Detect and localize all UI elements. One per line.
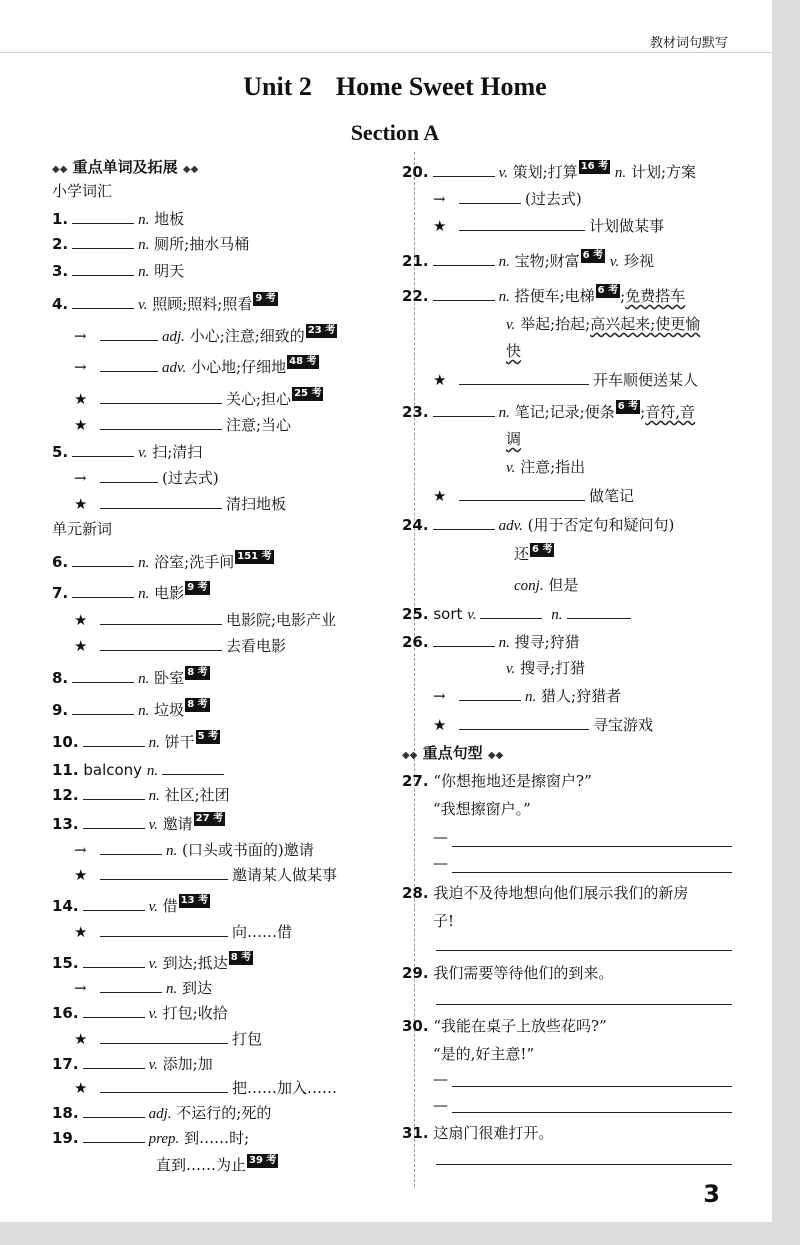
answer-blank[interactable] [72, 259, 134, 276]
exam-count-badge: 39 考 [249, 1155, 277, 1166]
exam-count-badge: 13 考 [180, 895, 209, 906]
answer-blank[interactable] [72, 232, 134, 249]
phrase-row: ★ 把……加入…… [74, 1076, 337, 1099]
vocab-item-2: 2. n. 厕所;抽水马桶 [52, 232, 249, 256]
answer-blank[interactable] [83, 812, 145, 829]
answer-blank[interactable] [83, 894, 145, 911]
derivative-row: → adj. 小心;注意;细致的 23 考 [74, 325, 336, 345]
diamond-icon: ◆◆ [487, 750, 504, 761]
exam-count-badge: 8 考 [230, 952, 252, 963]
exam-count-badge: 8 考 [187, 699, 208, 710]
vocab-item-14: 14. v. 借 13 考 [52, 895, 209, 915]
sentence-31: 31. 这扇门很难打开。 [402, 1124, 554, 1142]
vocab-item-19: 19. prep. 到……时; [52, 1126, 249, 1150]
vocab-item-24: 24. adv. (用于否定句和疑问句) [402, 513, 674, 537]
arrow-icon: → [74, 469, 87, 487]
arrow-icon: → [433, 190, 446, 208]
star-icon: ★ [74, 611, 88, 629]
dash-mark: — [433, 828, 448, 846]
vocab-item-9: 9. n. 垃圾 8 考 [52, 699, 208, 719]
sentence-27: 27. “你想拖地还是擦窗户?” [402, 772, 592, 790]
answer-blank[interactable] [100, 1076, 228, 1093]
phrase-row: ★ 去看电影 [74, 634, 286, 657]
exam-count-badge: 6 考 [597, 285, 619, 296]
answer-blank[interactable] [100, 387, 222, 404]
vocab-item-22-verb: v. 举起;抬起;高兴起来;使更愉 [506, 315, 701, 333]
answer-blank[interactable] [100, 863, 228, 880]
sentence-30-line2: “是的,好主意!” [433, 1045, 535, 1063]
vocab-item-22-cont: 快 [506, 342, 522, 360]
exam-count-badge: 16 考 [580, 161, 609, 172]
answer-blank[interactable] [100, 324, 158, 341]
vocab-heading: ◆◆ 重点单词及拓展 ◆◆ [52, 158, 199, 176]
answer-blank[interactable] [72, 581, 134, 598]
answer-line[interactable] [436, 950, 732, 951]
sentence-30: 30. “我能在桌子上放些花吗?” [402, 1017, 607, 1035]
answer-blank[interactable] [433, 249, 495, 266]
phrase-row: ★ 清扫地板 [74, 492, 286, 515]
derivative-row: → adv. 小心地;仔细地 48 考 [74, 356, 317, 376]
diamond-icon: ◆◆ [182, 164, 199, 175]
exam-count-badge: 9 考 [255, 293, 276, 304]
unit-number: Unit 2 [243, 72, 312, 101]
star-icon: ★ [74, 1079, 88, 1097]
answer-line[interactable] [452, 1086, 732, 1087]
answer-blank[interactable] [72, 666, 134, 683]
answer-line[interactable] [452, 846, 732, 847]
derivative-row: → n. 到达 [74, 976, 212, 1000]
vocab-item-21: 21. n. 宝物;财富 6 考 v. 珍视 [402, 250, 654, 270]
dash-mark: — [433, 1070, 448, 1088]
answer-line[interactable] [436, 1004, 732, 1005]
star-icon: ★ [74, 390, 88, 408]
star-icon: ★ [433, 487, 447, 505]
vocab-item-6: 6. n. 浴室;洗手间 151 考 [52, 551, 272, 571]
vocab-item-13: 13. v. 邀请 27 考 [52, 813, 224, 833]
star-icon: ★ [74, 637, 88, 655]
exam-count-badge: 25 考 [294, 388, 322, 399]
answer-blank[interactable] [100, 492, 222, 509]
answer-blank[interactable] [162, 758, 224, 775]
answer-blank[interactable] [72, 698, 134, 715]
answer-blank[interactable] [480, 602, 542, 619]
answer-blank[interactable] [83, 1101, 145, 1118]
vocab-item-23-cont: 调 [506, 430, 522, 448]
vocab-item-15: 15. v. 到达;抵达 8 考 [52, 952, 252, 972]
sentence-28: 28. 我迫不及待地想向他们展示我们的新房 [402, 884, 689, 902]
exam-count-badge: 9 考 [187, 582, 208, 593]
answer-blank[interactable] [459, 484, 585, 501]
vocab-item-4: 4. v. 照顾;照料;照看 9 考 [52, 293, 276, 313]
section-title: Section A [350, 120, 440, 145]
phrase-row: ★ 关心;担心 25 考 [74, 388, 322, 408]
star-icon: ★ [74, 923, 88, 941]
derivative-row: → (过去式) [74, 466, 219, 489]
answer-blank[interactable] [567, 602, 631, 619]
vocab-item-5: 5. v. 扫;清扫 [52, 440, 202, 464]
exam-count-badge: 27 考 [195, 813, 224, 824]
exam-count-badge: 6 考 [582, 250, 604, 261]
answer-blank[interactable] [83, 951, 145, 968]
answer-line[interactable] [452, 872, 732, 873]
dash-mark: — [433, 854, 448, 872]
vocab-item-23: 23. n. 笔记;记录;便条 6 考 ;音符,音 [402, 401, 696, 421]
unit-name: Home Sweet Home [335, 72, 547, 101]
exam-count-badge: 48 考 [289, 356, 317, 367]
phrase-row: ★ 打包 [74, 1027, 262, 1050]
exam-count-badge: 8 考 [187, 667, 208, 678]
exam-count-badge: 23 考 [307, 325, 336, 336]
answer-blank[interactable] [83, 1001, 145, 1018]
star-icon: ★ [74, 495, 88, 513]
arrow-icon: → [74, 841, 87, 859]
answer-line[interactable] [436, 1164, 732, 1165]
vocab-item-26-verb: v. 搜寻;打猎 [506, 659, 586, 677]
diamond-icon: ◆◆ [402, 750, 418, 761]
star-icon: ★ [433, 371, 447, 389]
vocab-item-19-cont: 直到……为止 39 考 [156, 1155, 277, 1174]
answer-blank[interactable] [72, 440, 134, 457]
sentence-27-line2: “我想擦窗户。” [433, 800, 531, 818]
vocab-item-26: 26. n. 搜寻;狩猎 [402, 630, 580, 654]
sentence-heading: ◆◆ 重点句型 ◆◆ [402, 744, 504, 762]
vocab-item-24-conj: conj. 但是 [514, 576, 579, 594]
vocab-item-20: 20. v. 策划;打算 16 考 n. 计划;方案 [402, 161, 696, 181]
star-icon: ★ [74, 1030, 88, 1048]
arrow-icon: → [433, 687, 446, 705]
diamond-icon: ◆◆ [52, 164, 68, 175]
arrow-icon: → [74, 358, 87, 376]
phrase-row: ★ 计划做某事 [433, 214, 664, 237]
vocab-item-24-cont: 还 6 考 [514, 544, 553, 563]
phrase-row: ★ 电影院;电影产业 [74, 608, 336, 631]
answer-blank[interactable] [459, 187, 521, 204]
star-icon: ★ [74, 416, 88, 434]
header-label: 教材词句默写 [649, 36, 728, 51]
vocab-item-12: 12. n. 社区;社团 [52, 783, 230, 807]
derivative-row: → n. 猎人;狩猎者 [433, 684, 621, 708]
answer-blank[interactable] [459, 713, 589, 730]
exam-count-badge: 6 考 [532, 544, 553, 555]
vocab-item-3: 3. n. 明天 [52, 259, 184, 283]
exam-count-badge: 151 考 [237, 551, 272, 562]
answer-blank[interactable] [100, 413, 222, 430]
dash-mark: — [433, 1096, 448, 1114]
answer-blank[interactable] [83, 730, 145, 747]
vocab-item-8: 8. n. 卧室 8 考 [52, 667, 208, 687]
phrase-row: ★ 开车顺便送某人 [433, 368, 698, 391]
sentence-29: 29. 我们需要等待他们的到来。 [402, 964, 614, 982]
exam-count-badge: 5 考 [197, 731, 219, 742]
subheading-primary: 小学词汇 [52, 182, 113, 200]
star-icon: ★ [433, 217, 447, 235]
answer-blank[interactable] [433, 630, 495, 647]
answer-blank[interactable] [83, 1052, 145, 1069]
phrase-row: ★ 邀请某人做某事 [74, 863, 337, 886]
answer-blank[interactable] [100, 466, 158, 483]
vocab-item-22: 22. n. 搭便车;电梯 6 考 ;免费搭车 [402, 285, 686, 305]
answer-blank[interactable] [83, 1126, 145, 1143]
vocab-item-25: 25. sort v. n. [402, 602, 635, 626]
answer-blank[interactable] [459, 214, 585, 231]
phrase-row: ★ 向……借 [74, 920, 292, 943]
header-divider [0, 52, 772, 53]
arrow-icon: → [74, 327, 87, 345]
phrase-row: ★ 做笔记 [433, 484, 634, 507]
exam-count-badge: 6 考 [617, 401, 639, 412]
vocab-item-16: 16. v. 打包;收拾 [52, 1001, 228, 1025]
arrow-icon: → [74, 979, 87, 997]
answer-blank[interactable] [72, 292, 134, 309]
answer-blank[interactable] [433, 284, 495, 301]
answer-blank[interactable] [459, 368, 589, 385]
answer-blank[interactable] [100, 920, 228, 937]
subheading-new-words: 单元新词 [52, 520, 113, 538]
vocab-item-1: 1. n. 地板 [52, 207, 184, 231]
answer-line[interactable] [452, 1112, 732, 1113]
phrase-row: ★ 寻宝游戏 [433, 713, 653, 736]
derivative-row: → (过去式) [433, 187, 582, 210]
answer-blank[interactable] [100, 838, 162, 855]
derivative-row: → n. (口头或书面的)邀请 [74, 838, 314, 862]
vocab-item-11: 11. balcony n. [52, 758, 228, 782]
answer-blank[interactable] [459, 684, 521, 701]
answer-blank[interactable] [100, 1027, 228, 1044]
answer-blank[interactable] [100, 976, 162, 993]
vocab-item-17: 17. v. 添加;加 [52, 1052, 213, 1076]
answer-blank[interactable] [433, 400, 495, 417]
answer-blank[interactable] [433, 513, 495, 530]
vocab-item-7: 7. n. 电影 9 考 [52, 582, 208, 602]
sentence-28-line2: 子! [433, 912, 455, 930]
vocab-item-10: 10. n. 饼干 5 考 [52, 731, 219, 751]
answer-blank[interactable] [100, 355, 158, 372]
star-icon: ★ [433, 716, 447, 734]
answer-blank[interactable] [433, 160, 495, 177]
answer-blank[interactable] [72, 550, 134, 567]
answer-blank[interactable] [72, 207, 134, 224]
vocab-item-23-verb: v. 注意;指出 [506, 458, 586, 476]
page-number: 3 [703, 1180, 720, 1208]
answer-blank[interactable] [100, 608, 222, 625]
unit-title [0, 72, 790, 102]
answer-blank[interactable] [83, 783, 145, 800]
vocab-item-18: 18. adj. 不运行的;死的 [52, 1101, 271, 1125]
answer-blank[interactable] [100, 634, 222, 651]
phrase-row: ★ 注意;当心 [74, 413, 291, 436]
star-icon: ★ [74, 866, 88, 884]
